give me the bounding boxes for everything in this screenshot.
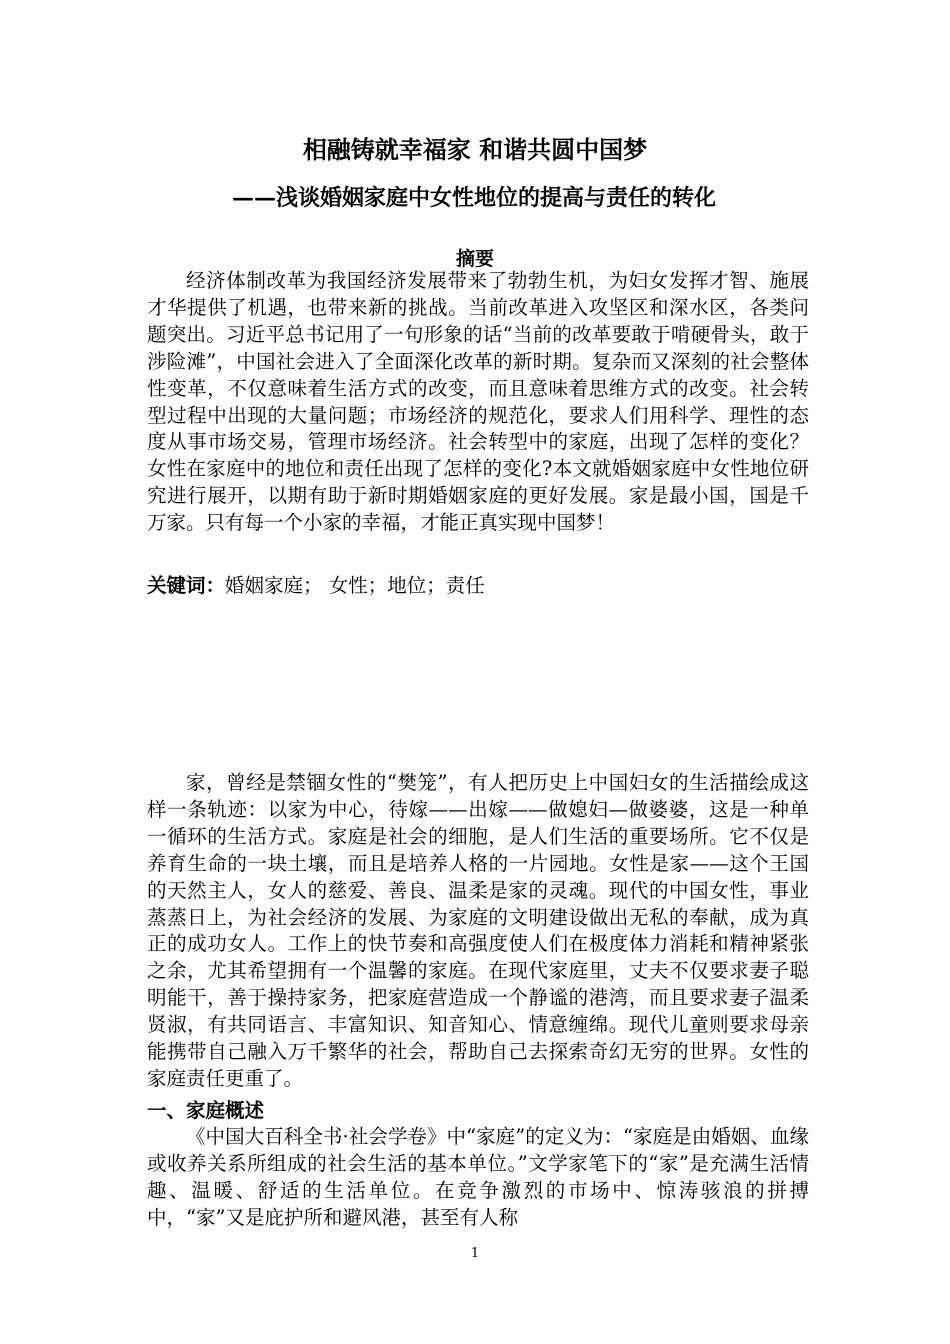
body-paragraph-2: 《中国大百科全书·社会学卷》中“家庭”的定义为：“家庭是由婚姻、血缘或收养关系所组成的社会生活的基本单位。”文学家笔下的“家”是充满生活情趣、温暖、舒适的生活单位。在竞争激烈的市场中、惊涛骇浪的拼搏中，“家”又是庇护所和避风港，甚至有人称: [147, 1125, 809, 1229]
page-number: 1: [470, 1246, 480, 1261]
abstract-paragraph: 经济体制改革为我国经济发展带来了勃勃生机，为妇女发挥才智、施展才华提供了机遇，也带来新的挑战。当前改革进入攻坚区和深水区，各类问题突出。习近平总书记用了一句形象的话“当前的改革要敢于啃硬骨头，敢于涉险滩”，中国社会进入了全面深化改革的新时期。复杂而又深刻的社会整体性变革，不仅意味着生活方式的改变，而且意味着思维方式的改变。社会转型过程中出现的大量问题；市场经济的规范化，要求人们用科学、理性的态度从事市场交易，管理市场经济。社会转型中的家庭，出现了怎样的变化？女性在家庭中的地位和责任出现了怎样的变化?本文就婚姻家庭中女性地位研究进行展开，以期有助于新时期婚姻家庭的更好发展。家是最小国，国是千万家。只有每一个小家的幸福，才能正真实现中国梦！: [147, 269, 809, 535]
document-title: 相融铸就幸福家 和谐共圆中国梦: [302, 135, 648, 164]
body-paragraph-1: 家，曾经是禁锢女性的“樊笼”，有人把历史上中国妇女的生活描绘成这样一条轨迹：以家为中心，待嫁——出嫁——做媳妇—做婆婆，这是一种单一循环的生活方式。家庭是社会的细胞，是人们生活的重要场所。它不仅是养育生命的一块土壤，而且是培养人格的一片园地。女性是家——这个王国的天然主人，女人的慈爱、善良、温柔是家的灵魂。现代的中国女性，事业蒸蒸日上，为社会经济的发展、为家庭的文明建设做出无私的奉献，成为真正的成功女人。工作上的快节奏和高强度使人们在极度体力消耗和精神紧张之余，尤其希望拥有一个温馨的家庭。在现代家庭里，丈夫不仅要求妻子聪明能干，善于操持家务，把家庭营造成一个静谧的港湾，而且要求妻子温柔贤淑，有共同语言、丰富知识、知音知心、情意缠绵。现代儿童则要求母亲能携带自己融入万千繁华的社会，帮助自己去探索奇幻无穷的世界。女性的家庭责任更重了。: [147, 771, 809, 1090]
keywords-line: [147, 572, 809, 600]
document-subtitle: ——浅谈婚姻家庭中女性地位的提高与责任的转化: [232, 185, 717, 211]
abstract-heading: 摘要: [455, 248, 494, 270]
section-heading: 一、家庭概述: [147, 1099, 265, 1122]
keywords-label: 关键词：: [147, 574, 226, 597]
keywords-text: 婚姻家庭； 女性；地位；责任: [225, 574, 485, 597]
